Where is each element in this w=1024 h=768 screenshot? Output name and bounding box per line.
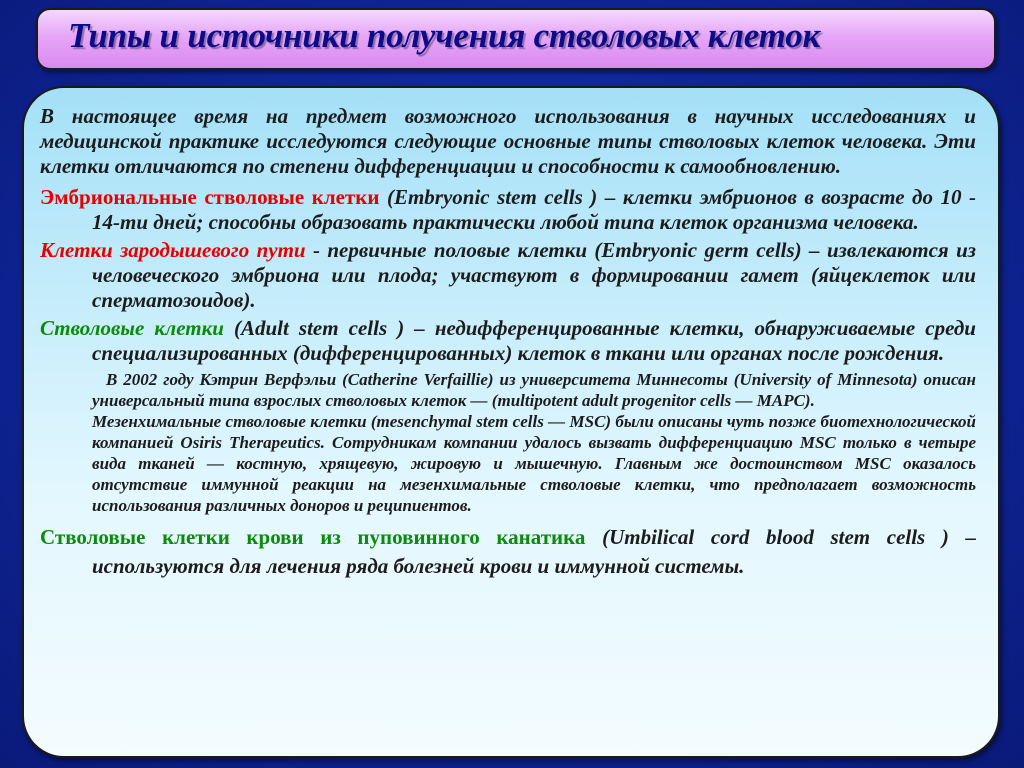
title-banner — [36, 8, 996, 70]
item-germ-cells — [40, 238, 976, 313]
note-mapc: В 2002 году Кэтрин Верфэльи (Catherine Verfaillie) из университета Миннесоты (University of Minnesota) описан универсальный типа взрослых стволовых клеток — (multipotent adult progenitor cells — MAPC). — [92, 370, 976, 410]
item-text: (Umbilical cord blood stem cells ) – используются для лечения ряда болезней крови и иммунной системы. — [92, 525, 976, 578]
note-msc: Мезенхимальные стволовые клетки (mesenchymal stem cells — MSC) были описаны чуть позже биотехнологической компанией Osiris Therapeutics. Сотрудникам компании удалось вызвать дифференциацию MSC только в четыре вида тканей — костную, хрящевую, жировую и мышечную. Главным же достоинством MSC оказалось отсутствие иммунной реакции на мезенхимальные стволовые клетки, что предполагает возможность использования различных доноров и реципиентов. — [92, 412, 976, 515]
item-adult-stem-cells — [40, 316, 976, 366]
item-term: Клетки зародышевого пути — [40, 238, 306, 262]
item-embryonic-stem-cells — [40, 185, 976, 235]
intro-paragraph: В настоящее время на предмет возможного использования в научных исследованиях и медицинской практике исследуются следующие основные типы стволовых клеток человека. Эти клетки отличаются по степени дифференциации и способности к самообновлению. — [40, 104, 976, 178]
slide-title: Типы и источники получения стволовых клеток — [68, 16, 821, 55]
item-cord-blood-stem-cells — [40, 523, 976, 581]
item-text: (Adult stem cells ) – недифференцированные клетки, обнаруживаемые среди специализированных (дифференцированных) клеток в ткани или органах после рождения. — [92, 316, 976, 365]
item-term: Стволовые клетки крови из пуповинного канатика — [40, 525, 586, 549]
content-panel — [22, 86, 1000, 758]
item-text: - первичные половые клетки (Embryonic germ cells) – извлекаются из человеческого эмбриона или плода; участвуют в формировании гамет (яйцеклеток или сперматозоидов). — [92, 238, 976, 312]
item-term: Стволовые клетки — [40, 316, 224, 340]
item-text: (Embryonic stem cells ) – клетки эмбрионов в возрасте до 10 - 14-ти дней; способны образовать практически любой типа клеток организма человека. — [92, 185, 976, 234]
item-term: Эмбриональные стволовые клетки — [40, 185, 380, 209]
